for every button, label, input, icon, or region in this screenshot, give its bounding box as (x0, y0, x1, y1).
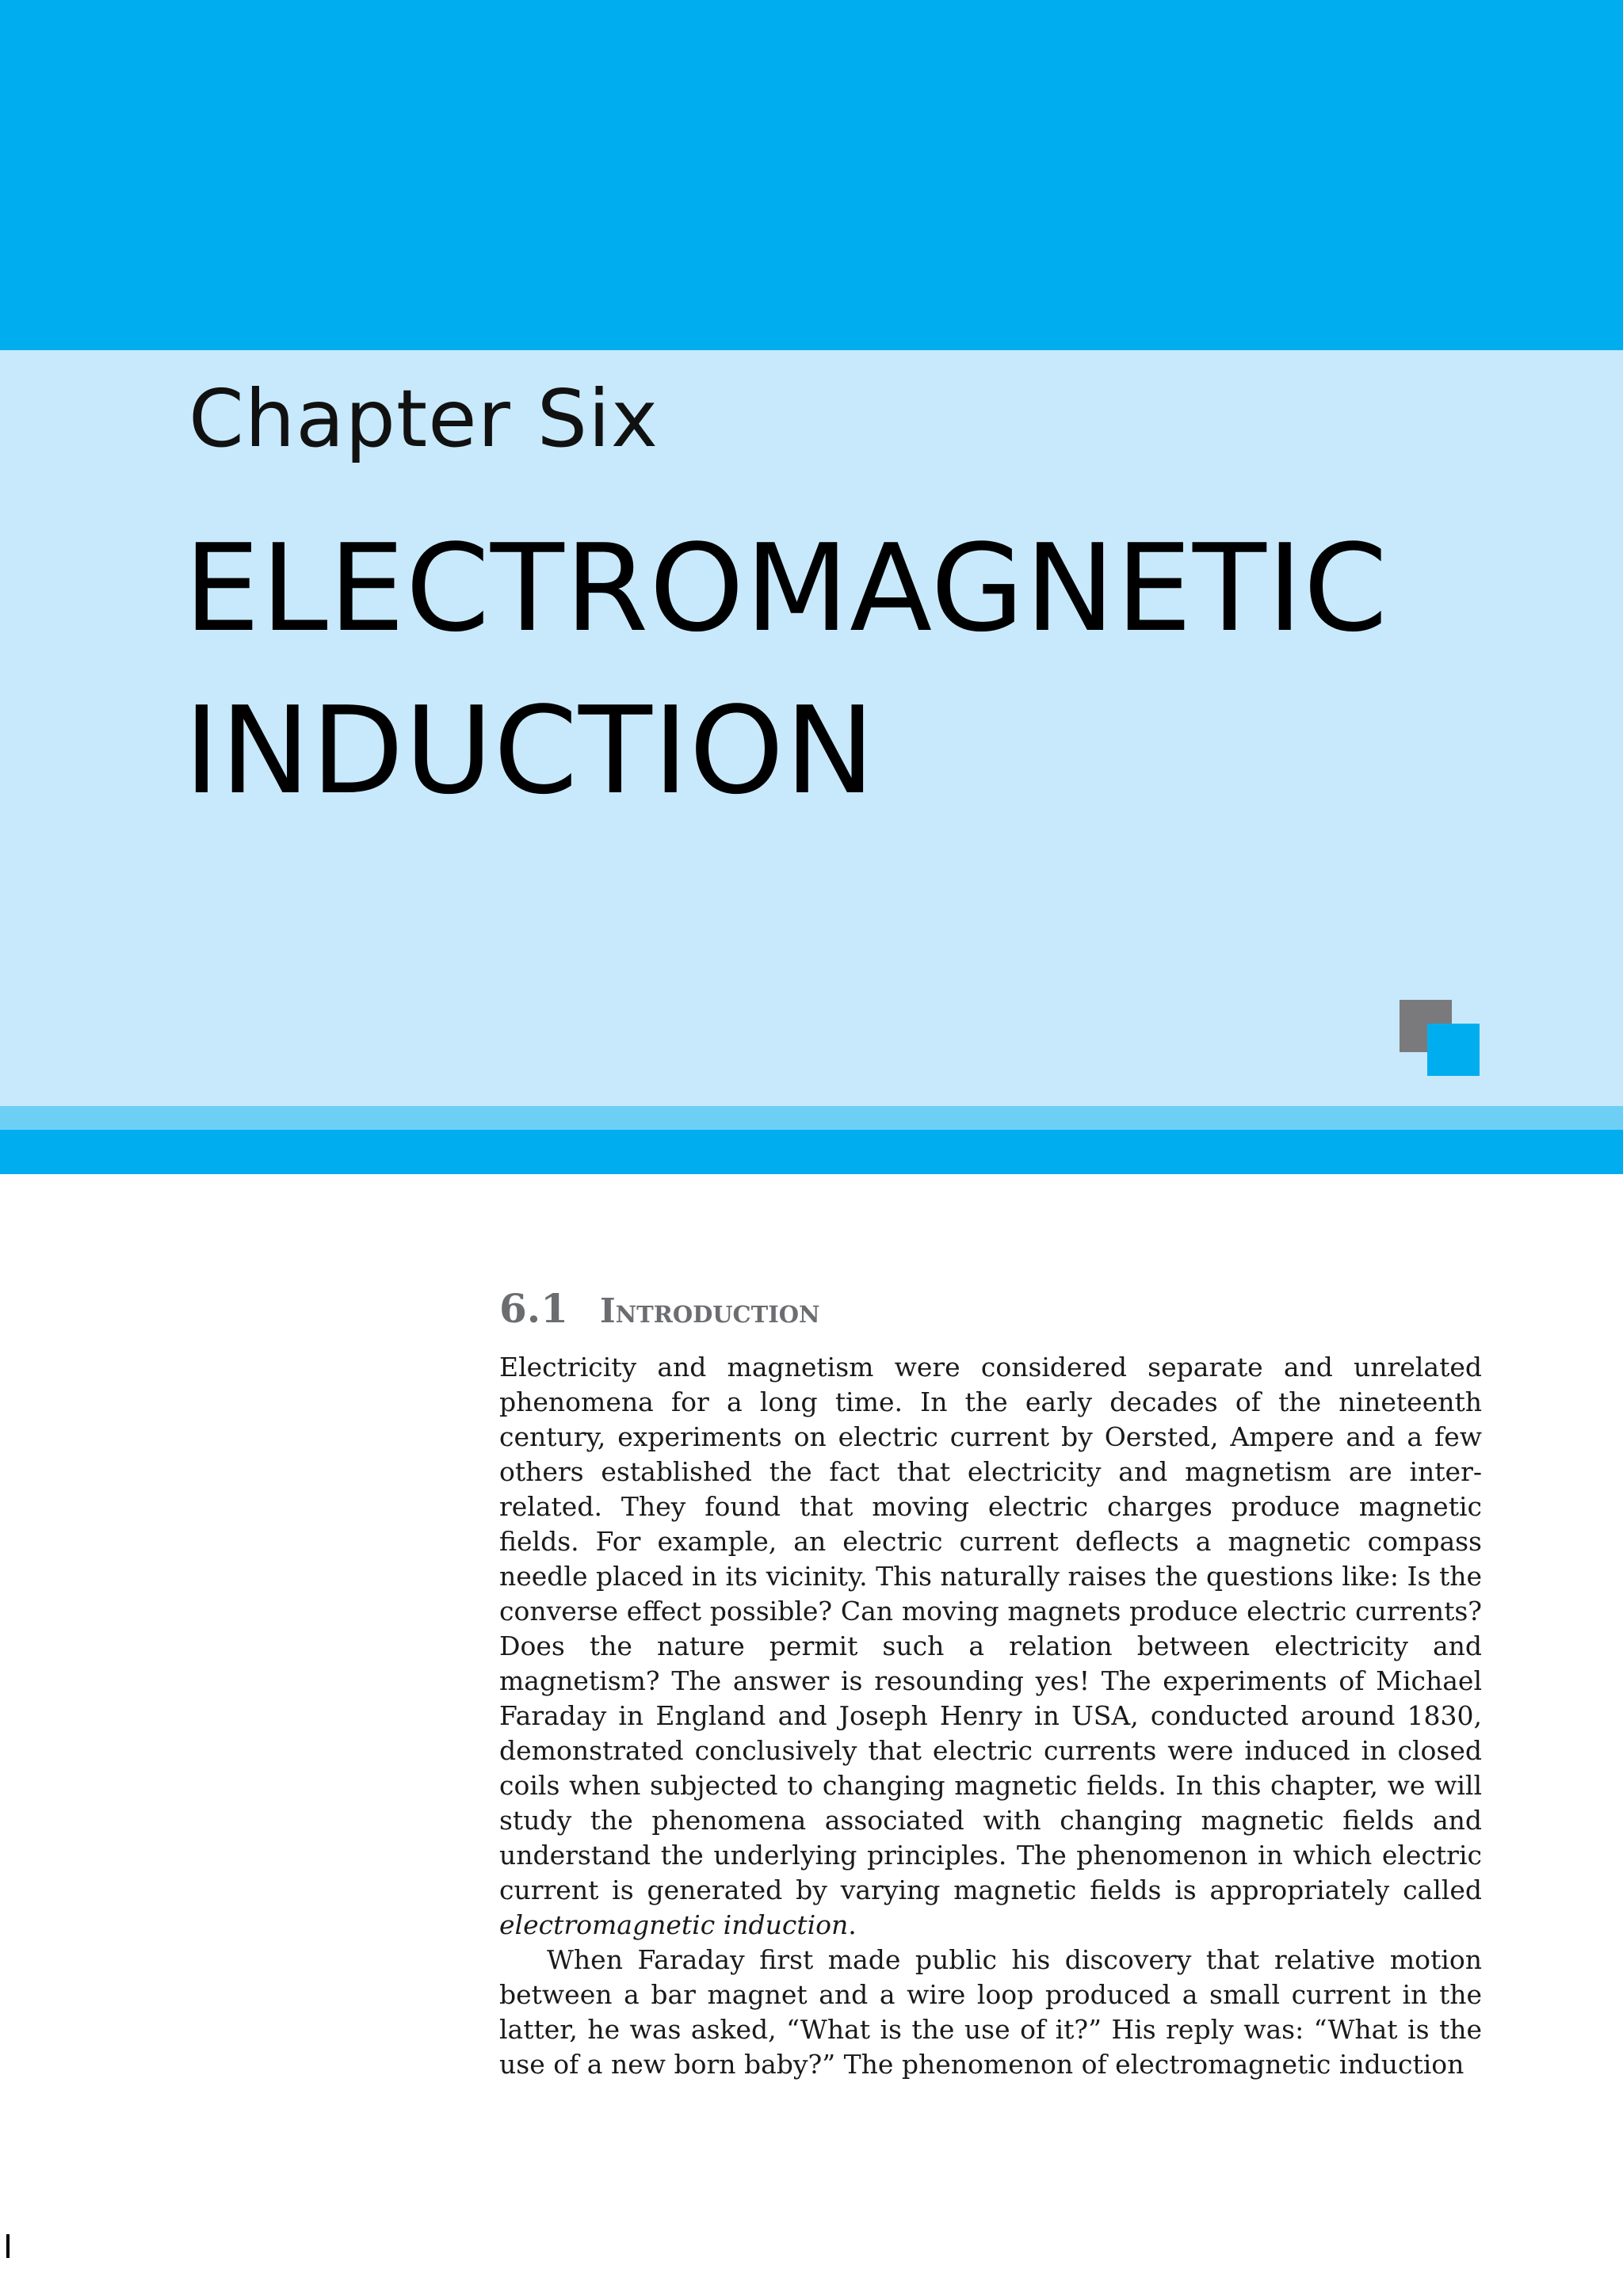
chapter-title-line-1: ELECTROMAGNETIC (184, 518, 1388, 658)
paragraph-2-text: When Faraday first made public his discovery that relative motion between a bar magnet and a wire loop produced a small current in the latter, he was asked, “What is the use of it?” His reply was: “What is the use of a new born baby?” The phenomenon of electromagnetic induction (499, 1944, 1482, 2080)
section-number: 6.1 (499, 1285, 568, 1332)
section-title: Introduction (600, 1291, 820, 1330)
crop-mark (6, 2234, 10, 2258)
paragraph-1 (499, 1350, 1482, 1943)
header-band-top (0, 0, 1623, 350)
section-heading (499, 1285, 820, 1332)
chapter-label: Chapter Six (189, 372, 659, 465)
paragraph-1-tail: . (848, 1909, 857, 1940)
paragraph-1-emphasis: electromagnetic induction (499, 1909, 849, 1940)
header-stripe-dark (0, 1130, 1623, 1174)
chapter-title (184, 507, 1388, 832)
paragraph-2 (499, 1943, 1482, 2082)
paragraph-1-text: Electricity and magnetism were considered separate and unrelated phenomena for a long time. In the early decades of the nineteenth century, experiments on electric current by Oersted, Ampere and a few others established the fact that electricity and magnetism are inter-related. They found that moving electric charges produce magnetic fields. For example, an electric current deflects a magnetic compass needle placed in its vicinity. This naturally raises the questions like: Is the converse effect possible? Can moving magnets produce electric currents? Does the nature permit such a relation between electricity and magnetism? The answer is resounding yes! The experiments of Michael Faraday in England and Joseph Henry in USA, conducted around 1830, demonstrated conclusively that electric currents were induced in closed coils when subjected to changing magnetic fields. In this chapter, we will study the phenomena associated with changing magnetic fields and understand the underlying principles. The phenomenon in which electric current is generated by varying magnetic fields is appropriately called (499, 1352, 1482, 1905)
chapter-title-line-2: INDUCTION (184, 681, 876, 821)
decorative-square-blue (1427, 1024, 1480, 1076)
header-stripe-mid (0, 1106, 1623, 1130)
body-text (499, 1350, 1482, 2082)
